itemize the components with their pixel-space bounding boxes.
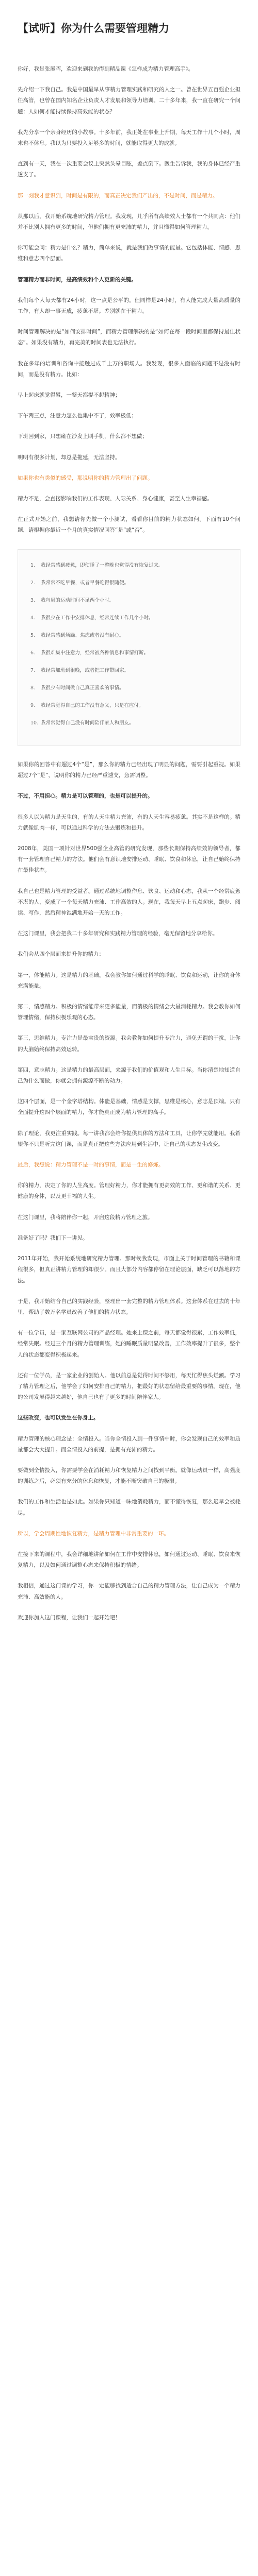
body-paragraph: 要做到全情投入，你需要学会在消耗精力和恢复精力之间找到平衡。就像运动员一样，高强度的训练之后，必须有充分的休息和恢复，才能不断突破自己的极限。 xyxy=(18,1467,240,1485)
body-paragraph: 在接下来的课程中，我会详细地讲解如何在工作中安排休息，如何通过运动、睡眠、饮食来恢复精力，以及如何通过调整心态来保持积极的情绪。 xyxy=(18,1551,240,1569)
body-paragraph: 最后，我想说：精力管理不是一时的事情，而是一生的修炼。 xyxy=(18,1162,164,1168)
questionnaire-item-text: 我每周的运动时间不足两个小时。 xyxy=(41,598,115,603)
self-test-questionnaire xyxy=(18,549,240,746)
body-paragraph: 第二，情感精力。积极的情绪能带来更多能量，而消极的情绪会大量消耗精力。我会教你如何管理情绪，保持积极乐观的心态。 xyxy=(18,1004,240,1021)
questionnaire-item-text: 我经常觉得自己的工作没有意义，只是在应付。 xyxy=(41,703,144,708)
questionnaire-item-text: 我常常觉得自己没有时间陪伴家人和朋友。 xyxy=(41,720,134,726)
questionnaire-item-number: 9. xyxy=(30,703,36,708)
intro-paragraph: 早上起床就觉得累，一整天都提不起精神； xyxy=(18,392,121,399)
questionnaire-item xyxy=(30,579,228,588)
body-paragraph: 我自己也是精力管理的受益者。通过系统地调整作息、饮食、运动和心态，我从一个经常疲惫不堪的人，变成了一个每天精力充沛、工作高效的人。现在，我每天早上五点起床，跑步、阅读、写作，然后精神饱满地开始一天的工作。 xyxy=(18,888,240,917)
questionnaire-item-number: 7. xyxy=(30,668,36,673)
intro-paragraph: 在正式开始之前，我想请你先做一个小测试，看看你目前的精力状态如何。下面有10个问题，请根据你最近一个月的真实情况回答“是”或“否”。 xyxy=(18,516,240,534)
body-paragraph: 准备好了吗？我们下一讲见。 xyxy=(18,1234,88,1241)
questionnaire-item xyxy=(30,614,228,623)
body-paragraph: 这四个层面，是一个金字塔结构。体能是基础，情感是支撑，思维是核心，意志是顶端。只有全面提升这四个层面的精力，你才能真正成为精力管理的高手。 xyxy=(18,1098,240,1116)
body-paragraph: 所以，学会周期性地恢复精力，是精力管理中非常重要的一环。 xyxy=(18,1530,169,1537)
questionnaire-item-text: 我很少有时间做自己真正喜欢的事情。 xyxy=(41,685,124,691)
body-paragraph: 你的精力，决定了你的人生高度。管理好精力，你才能拥有更高效的工作、更和谐的关系、更健康的身体，以及更幸福的人生。 xyxy=(18,1182,240,1200)
questionnaire-item-number: 6. xyxy=(30,650,36,656)
questionnaire-item xyxy=(30,596,228,605)
body-paragraph: 还有一位学员，是一家企业的创始人。他以前总是觉得时间不够用，每天忙得焦头烂额。学习了精力管理之后，他学会了如何安排自己的精力，把最好的状态留给最重要的事情。现在，他的公司发展得越来越好，他自己也有了更多的时间陪伴家人。 xyxy=(18,1372,240,1401)
questionnaire-item xyxy=(30,649,228,658)
intro-paragraph: 先介绍一下我自己。我是中国最早从事精力管理实践和研究的人之一。曾在世界五百强企业担任高管，也曾在国内知名企业负责人才发展和领导力培训。二十多年来，我一直在研究一个问题：人如何才能持续保持高效能的状态？ xyxy=(18,87,240,115)
questionnaire-item-number: 2. xyxy=(30,580,36,586)
intro-paragraph: 时间管理解决的是“如何安排时间”，而精力管理解决的是“如何在每一段时间里都保持最佳状态”。如果没有精力，再完美的时间表也无法执行。 xyxy=(18,329,240,346)
intro-paragraph: 精力不足，会直接影响我们的工作表现、人际关系、身心健康，甚至人生幸福感。 xyxy=(18,496,213,502)
body-paragraph: 在这门课里，我将陪伴你一起，开启这段精力管理之旅。 xyxy=(18,1214,153,1221)
article-intro xyxy=(18,64,240,546)
intro-paragraph: 我先分享一个亲身经历的小故事。十多年前，我正处在事业上升期，每天工作十几个小时，周末也不休息。我以为只要投入足够多的时间，就能取得更大的成就。 xyxy=(18,129,240,147)
intro-paragraph: 我在多年的培训和咨询中接触过成千上万的职场人。我发现，很多人面临的问题不是没有时间，而是没有精力。比如： xyxy=(18,360,240,378)
intro-paragraph: 管理精力而非时间，是高绩效和个人更新的关键。 xyxy=(18,276,137,283)
article-body xyxy=(18,759,240,1633)
questionnaire-item-text: 我经常感到烦躁、焦虑或者没有耐心。 xyxy=(41,633,124,638)
intro-paragraph: 下午两三点，注意力怎么也集中不了，效率极低； xyxy=(18,413,137,419)
questionnaire-item-text: 我很难集中注意力，经常被各种消息和事情打断。 xyxy=(41,650,149,656)
intro-paragraph: 如果你也有类似的感受，那说明你的精力管理出了问题。 xyxy=(18,474,153,481)
questionnaire-item-number: 3. xyxy=(30,598,36,603)
body-paragraph: 有一位学员，是一家互联网公司的产品经理。她来上课之前，每天都觉得很累，工作效率低，经常失眠。经过三个月的精力管理训练，她的睡眠质量明显改善，工作效率提升了很多，整个人的状态都变得积极起来。 xyxy=(18,1330,240,1358)
page-title: 【试听】你为什么需要管理精力 xyxy=(18,22,169,35)
body-paragraph: 欢迎你加入这门课程，让我们一起开始吧！ xyxy=(18,1614,121,1621)
body-paragraph: 在这门课里，我会把我二十多年研究和实践精力管理的经验，毫无保留地分享给你。 xyxy=(18,930,218,937)
questionnaire-item xyxy=(30,684,228,693)
questionnaire-item-text: 我经常感到疲惫，即使睡了一整晚也觉得没有恢复过来。 xyxy=(41,563,164,568)
questionnaire-item-number: 8. xyxy=(30,685,36,691)
questionnaire-item-number: 5. xyxy=(30,633,36,638)
body-paragraph: 这些改变，也可以发生在你身上。 xyxy=(18,1415,99,1421)
body-paragraph: 第四，意志精力。这是精力的最高层面，来源于我们的价值观和人生目标。当你清楚地知道自己为什么而做，你就会拥有源源不断的动力。 xyxy=(18,1066,240,1084)
body-paragraph: 不过，不用担心。精力是可以管理的，也是可以提升的。 xyxy=(18,793,153,800)
body-paragraph: 很多人以为精力是天生的，有的人天生精力充沛，有的人天生容易疲惫。其实不是这样的。精力就像肌肉一样，可以通过科学的方法去锻炼和提升。 xyxy=(18,814,240,831)
body-paragraph: 第三，思维精力。专注力是最宝贵的资源。我会教你如何提升专注力，避免无谓的干扰，让你的大脑始终保持高效运转。 xyxy=(18,1035,240,1053)
intro-paragraph: 那一刻我才意识到，时间是有限的，而真正决定我们产出的，不是时间，而是精力。 xyxy=(18,192,218,199)
body-paragraph: 我们的工作和生活也是如此。如果你只知道一味地消耗精力，而不懂得恢复，那么迟早会被耗尽。 xyxy=(18,1499,240,1516)
body-paragraph: 于是，我开始结合自己的实践经验，整理出一套完整的精力管理体系。这套体系在过去的十年里，帮助了数万名学员改善了他们的精力状态。 xyxy=(18,1298,240,1315)
questionnaire-item xyxy=(30,631,228,640)
questionnaire-item xyxy=(30,561,228,570)
questionnaire-item-text: 我很少在工作中安排休息，经常连续工作几个小时。 xyxy=(41,615,154,621)
body-paragraph: 第一，体能精力。这是精力的基础。我会教你如何通过科学的睡眠、饮食和运动，让你的身体充满能量。 xyxy=(18,972,240,989)
intro-paragraph: 我们每个人每天都有24小时，这一点是公平的。但同样是24小时，有人能完成大量高质量的工作，有人却一事无成，疲惫不堪。差别就在于精力。 xyxy=(18,297,240,315)
questionnaire-item xyxy=(30,719,228,728)
body-paragraph: 2011年开始，我开始系统地研究精力管理。那时候我发现，市面上关于时间管理的书籍和课程很多，但真正讲精力管理的却很少。而且大部分内容都停留在理论层面，缺乏可以落地的方法。 xyxy=(18,1256,240,1284)
questionnaire-item-number: 1. xyxy=(30,563,36,568)
questionnaire-item xyxy=(30,666,228,675)
intro-paragraph: 你可能会问：精力是什么？精力，简单来说，就是我们做事情的能量。它包括体能、情感、思维和意志四个层面。 xyxy=(18,245,240,262)
body-paragraph: 2008年，美国一项针对世界500强企业高管的研究发现，那些长期保持高绩效的领导者，都有一套管理自己精力的方法。他们会有意识地安排运动、睡眠、饮食和休息，让自己始终保持在最佳状态。 xyxy=(18,845,240,874)
intro-paragraph: 明明有很多计划，却总是拖延，无法坚持。 xyxy=(18,454,121,461)
body-paragraph: 精力管理的核心理念是：全情投入。当你全情投入到一件事情中时，你会发现自己的效率和质量都会大大提升。而全情投入的前提，是拥有充沛的精力。 xyxy=(18,1435,240,1453)
body-paragraph: 如果你的回答中有超过4个“是”，那么你的精力已经出现了明显的问题，需要引起重视。如果超过7个“是”，说明你的精力已经严重透支，急需调整。 xyxy=(18,761,240,779)
questionnaire-item xyxy=(30,701,228,710)
intro-paragraph: 下班回到家，只想瘫在沙发上刷手机，什么都不想做； xyxy=(18,433,148,440)
questionnaire-item-number: 10. xyxy=(30,720,39,726)
questionnaire-item-number: 4. xyxy=(30,615,36,621)
intro-paragraph: 从那以后，我开始系统地研究精力管理。我发现，几乎所有高绩效人士都有一个共同点：他们并不比别人拥有更多的时间，但他们拥有更充沛的精力，并且懂得如何管理精力。 xyxy=(18,213,240,231)
body-paragraph: 我们会从四个层面来提升你的精力： xyxy=(18,951,104,958)
body-paragraph: 除了理论，我更注重实践。每一讲我都会给你提供具体的方法和工具，让你学完就能用。我希望你不只是听完这门课，而是真正把这些方法应用到生活中，让自己的状态发生改变。 xyxy=(18,1130,240,1147)
intro-paragraph: 直到有一天，我在一次重要会议上突然头晕目眩，差点倒下。医生告诉我，我的身体已经严重透支了。 xyxy=(18,161,240,178)
intro-paragraph: 你好，我是张展晖，欢迎来到我的得到精品课《怎样成为精力管理高手》。 xyxy=(18,66,194,72)
questionnaire-item-text: 我常常不吃早餐，或者早餐吃得很随便。 xyxy=(41,580,130,586)
questionnaire-item-text: 我经常加班到很晚，或者把工作带回家。 xyxy=(41,668,130,673)
body-paragraph: 我相信，通过这门课的学习，你一定能够找到适合自己的精力管理方法，让自己成为一个精力充沛、高效能的人。 xyxy=(18,1583,240,1600)
